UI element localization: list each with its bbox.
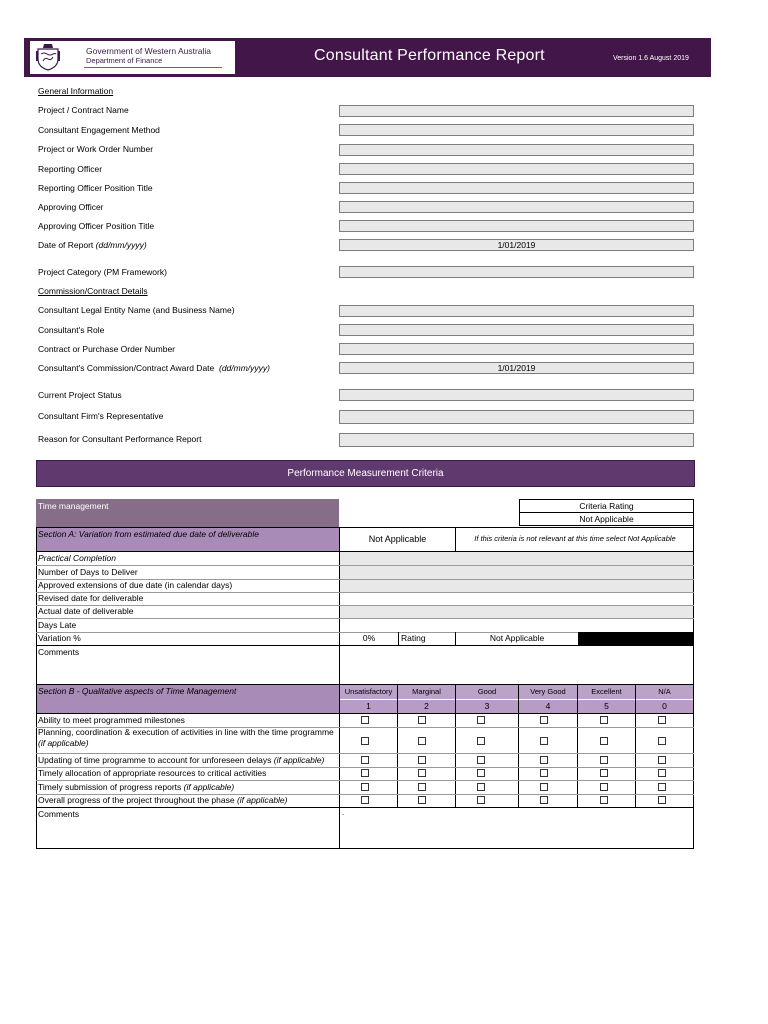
rating-checkbox-item6-score-2[interactable]: [418, 796, 426, 804]
rating-checkbox-item4-score-0[interactable]: [658, 769, 666, 777]
rating-checkbox-item2-score-4[interactable]: [540, 737, 548, 745]
date-of-report-label: Date of Report (dd/mm/yyyy): [38, 240, 147, 250]
logo-divider: [84, 67, 222, 68]
award-date-field[interactable]: 1/01/2019: [339, 362, 694, 374]
report-header: [24, 38, 711, 77]
crest-icon: [35, 43, 61, 71]
wa-government-logo: [30, 41, 235, 74]
section-b-comments-field[interactable]: .: [342, 808, 345, 817]
practical-completion-field[interactable]: [340, 552, 693, 565]
variation-rating-value: Not Applicable: [489, 633, 545, 643]
firm-representative-field[interactable]: [339, 410, 694, 424]
section-a-comments-field[interactable]: [340, 646, 693, 684]
scale-marginal-header: Marginal: [398, 685, 455, 699]
project-status-label: Current Project Status: [38, 390, 122, 400]
rating-checkbox-item4-score-1[interactable]: [361, 769, 369, 777]
rating-checkbox-item1-score-4[interactable]: [540, 716, 548, 724]
rating-checkbox-item1-score-2[interactable]: [418, 716, 426, 724]
approving-officer-field[interactable]: [339, 201, 694, 213]
rating-checkbox-item2-score-1[interactable]: [361, 737, 369, 745]
consultant-role-label: Consultant's Role: [38, 325, 105, 335]
time-management-category: [36, 499, 339, 527]
variation-rating-label: Rating: [398, 632, 456, 645]
project-name-field[interactable]: [339, 105, 694, 117]
rating-checkbox-item6-score-3[interactable]: [477, 796, 485, 804]
consultant-role-field[interactable]: [339, 324, 694, 336]
scale-score-0: 0: [636, 700, 693, 713]
days-late-label: Days Late: [38, 620, 77, 630]
rating-checkbox-item2-score-2[interactable]: [418, 737, 426, 745]
table-bottom-border: [36, 848, 694, 849]
engagement-method-label: Consultant Engagement Method: [38, 125, 160, 135]
item-progress-reports-label: Timely submission of progress reports (if applicable): [38, 782, 235, 792]
scale-na-header: N/A: [636, 685, 693, 699]
item-updating-note: (if applicable): [273, 755, 325, 765]
project-name-label: Project / Contract Name: [38, 105, 129, 115]
variation-value: 0%: [362, 633, 376, 643]
commission-details-heading: Commission/Contract Details: [38, 286, 148, 296]
rating-checkbox-item1-score-3[interactable]: [477, 716, 485, 724]
item-updating-label: Updating of time programme to account for unforeseen delays (if applicable): [38, 755, 325, 765]
scale-unsatisfactory-header: Unsatisfactory: [340, 685, 397, 699]
version-label: Version 1.6 August 2019: [613, 55, 689, 62]
scale-excellent-header: Excellent: [578, 685, 635, 699]
time-management-label: Time management: [38, 501, 109, 511]
item-milestones-label: Ability to meet programmed milestones: [38, 715, 185, 725]
date-format-note: (dd/mm/yyyy): [95, 240, 147, 250]
actual-date-field[interactable]: [340, 606, 693, 618]
scale-score-3: 3: [456, 700, 518, 713]
project-status-field[interactable]: [339, 389, 694, 401]
section-a-comments-label: Comments: [38, 647, 80, 657]
rating-checkbox-item6-score-5[interactable]: [600, 796, 608, 804]
work-order-number-field[interactable]: [339, 144, 694, 156]
logo-government-text: Government of Western Australia: [86, 46, 212, 56]
reporting-officer-field[interactable]: [339, 163, 694, 175]
section-a-hint: If this criteria is not relevant at this time select Not Applicable: [474, 534, 676, 543]
rating-checkbox-item4-score-2[interactable]: [418, 769, 426, 777]
purchase-order-label: Contract or Purchase Order Number: [38, 344, 175, 354]
approving-officer-title-field[interactable]: [339, 220, 694, 232]
purchase-order-field[interactable]: [339, 343, 694, 355]
project-category-field[interactable]: [339, 266, 694, 278]
award-date-format-note: (dd/mm/yyyy): [219, 363, 270, 373]
rating-checkbox-item4-score-4[interactable]: [540, 769, 548, 777]
firm-representative-label: Consultant Firm's Representative: [38, 411, 164, 421]
rating-checkbox-item3-score-3[interactable]: [477, 756, 485, 764]
project-category-label: Project Category (PM Framework): [38, 267, 167, 277]
rating-column-divider: [397, 685, 398, 807]
table-row-divider: [36, 618, 694, 619]
practical-completion-label: Practical Completion: [38, 553, 116, 563]
criteria-rating-title: Criteria Rating: [519, 499, 694, 513]
revised-date-label: Revised date for deliverable: [38, 593, 144, 603]
scale-score-4: 4: [519, 700, 577, 713]
rating-column-divider: [635, 685, 636, 807]
variation-rating-swatch: [578, 632, 694, 645]
scale-good-header: Good: [456, 685, 518, 699]
rating-checkbox-item3-score-2[interactable]: [418, 756, 426, 764]
item-planning-label: Planning, coordination & execution of activities in line with the time programme (if applicable): [38, 727, 334, 748]
item-progress-reports-note: (if applicable): [183, 782, 235, 792]
item-overall-progress-label: Overall progress of the project throughout the phase (if applicable): [38, 795, 288, 805]
item-planning-note: (if applicable): [38, 738, 89, 748]
section-a-title: Section A: Variation from estimated due date of deliverable: [38, 529, 259, 539]
section-a-header: [37, 528, 339, 551]
scale-very-good-header: Very Good: [519, 685, 577, 699]
legal-entity-label: Consultant Legal Entity Name (and Business Name): [38, 305, 235, 315]
rating-checkbox-item4-score-3[interactable]: [477, 769, 485, 777]
logo-department-text: Department of Finance: [86, 56, 163, 65]
days-to-deliver-label: Number of Days to Deliver: [38, 567, 138, 577]
scale-score-5: 5: [578, 700, 635, 713]
work-order-number-label: Project or Work Order Number: [38, 144, 154, 154]
rating-checkbox-item1-score-0[interactable]: [658, 716, 666, 724]
report-reason-field[interactable]: [339, 433, 694, 447]
approving-officer-label: Approving Officer: [38, 202, 104, 212]
actual-date-label: Actual date of deliverable: [38, 606, 134, 616]
rating-checkbox-item3-score-5[interactable]: [600, 756, 608, 764]
date-of-report-field[interactable]: 1/01/2019: [339, 239, 694, 251]
approved-extensions-field[interactable]: [340, 580, 693, 592]
rating-checkbox-item3-score-1[interactable]: [361, 756, 369, 764]
section-b-header: [37, 685, 339, 713]
award-date-label: Consultant's Commission/Contract Award Date (dd/mm/yyyy): [38, 363, 270, 373]
reporting-officer-label: Reporting Officer: [38, 164, 103, 174]
rating-checkbox-item2-score-3[interactable]: [477, 737, 485, 745]
rating-column-divider: [455, 685, 456, 807]
rating-checkbox-item2-score-0[interactable]: [658, 737, 666, 745]
engagement-method-field[interactable]: [339, 124, 694, 136]
section-b-title: Section B - Qualitative aspects of Time Management: [38, 686, 237, 696]
rating-column-divider: [577, 685, 578, 807]
rating-checkbox-item5-score-3[interactable]: [477, 783, 485, 791]
rating-checkbox-item1-score-5[interactable]: [600, 716, 608, 724]
approving-officer-title-label: Approving Officer Position Title: [38, 221, 155, 231]
section-a-selection[interactable]: Not Applicable: [340, 528, 456, 551]
rating-checkbox-item6-score-0[interactable]: [658, 796, 666, 804]
section-b-comments-label: Comments: [38, 809, 80, 819]
rating-checkbox-item5-score-2[interactable]: [418, 783, 426, 791]
page-title: Consultant Performance Report: [314, 47, 545, 64]
performance-criteria-band: Performance Measurement Criteria: [36, 460, 695, 487]
days-to-deliver-field[interactable]: [340, 566, 693, 579]
rating-checkbox-item3-score-4[interactable]: [540, 756, 548, 764]
item-overall-progress-note: (if applicable): [236, 795, 288, 805]
reporting-officer-title-field[interactable]: [339, 182, 694, 194]
rating-checkbox-item1-score-1[interactable]: [361, 716, 369, 724]
rating-checkbox-item5-score-4[interactable]: [540, 783, 548, 791]
approved-extensions-label: Approved extensions of due date (in calendar days): [38, 580, 233, 590]
criteria-rating-value: Not Applicable: [519, 512, 694, 526]
rating-checkbox-item2-score-5[interactable]: [600, 737, 608, 745]
rating-column-divider: [518, 685, 519, 807]
reporting-officer-title-label: Reporting Officer Position Title: [38, 183, 153, 193]
scale-score-1: 1: [340, 700, 397, 713]
variation-label: Variation %: [38, 633, 81, 643]
rating-checkbox-item6-score-4[interactable]: [540, 796, 548, 804]
rating-checkbox-item6-score-1[interactable]: [361, 796, 369, 804]
scale-score-2: 2: [398, 700, 455, 713]
legal-entity-field[interactable]: [339, 305, 694, 317]
rating-checkbox-item4-score-5[interactable]: [600, 769, 608, 777]
rating-checkbox-item5-score-1[interactable]: [361, 783, 369, 791]
rating-checkbox-item3-score-0[interactable]: [658, 756, 666, 764]
rating-checkbox-item5-score-0[interactable]: [658, 783, 666, 791]
report-reason-label: Reason for Consultant Performance Report: [38, 434, 202, 444]
rating-checkbox-item5-score-5[interactable]: [600, 783, 608, 791]
general-info-heading: General Information: [38, 86, 114, 96]
item-allocation-label: Timely allocation of appropriate resources to critical activities: [38, 768, 267, 778]
